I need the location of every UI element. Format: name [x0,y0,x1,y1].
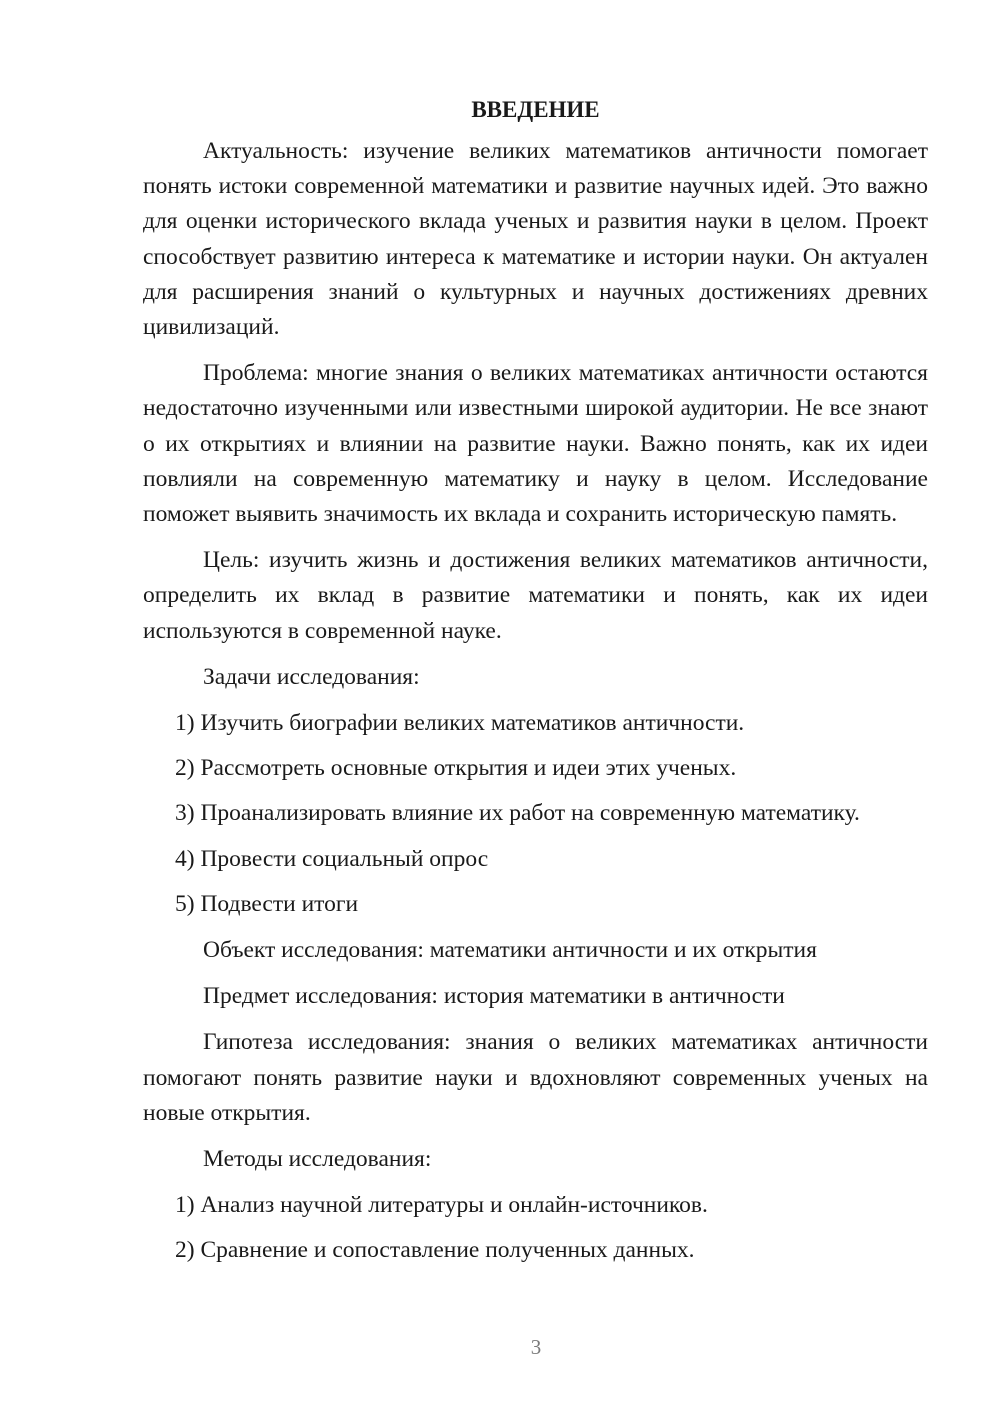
methods-list [143,1188,928,1268]
list-item: 5) Подвести итоги [175,890,359,917]
page-content [143,90,928,1280]
object-paragraph: Объект исследования: математики античности и их открытия [203,937,817,964]
tasks-title: Задачи исследования: [203,663,420,690]
hypothesis-paragraph: Гипотеза исследования: знания о великих математиках античности помогают понять развитие науки и вдохновляют современных ученых на новые открытия. [143,1029,928,1126]
list-item: 4) Провести социальный опрос [175,845,489,872]
page-number: 3 [530,1335,542,1359]
methods-title: Методы исследования: [203,1146,432,1173]
list-item: 1) Изучить биографии великих математиков античности. [175,710,745,737]
goal-paragraph: Цель: изучить жизнь и достижения великих математиков античности, определить их вклад в развитие математики и понять, как их идеи используются в современной науке. [143,547,928,644]
list-item: 2) Рассмотреть основные открытия и идеи этих ученых. [175,755,737,782]
subject-paragraph: Предмет исследования: история математики в античности [203,983,785,1010]
section-heading: ВВЕДЕНИЕ [471,97,600,122]
relevance-paragraph: Актуальность: изучение великих математиков античности помогает понять истоки современной математики и развитие научных идей. Это важно для оценки исторического вклада ученых и развития науки в целом. Проект способствует развитию интереса к математике и истории науки. Он актуален для расширения знаний о культурных и научных достижениях древних цивилизаций. [143,138,928,341]
problem-paragraph: Проблема: многие знания о великих математиках античности остаются недостаточно изученными или известными широкой аудитории. Не все знают о их открытиях и влиянии на развитие науки. Важно понять, как их идеи повлияли на современную математику и науку в целом. Исследование поможет выявить значимость их вклада и сохранить историческую память. [143,360,928,528]
list-item: 1) Анализ научной литературы и онлайн-источников. [175,1192,708,1219]
tasks-list [143,706,928,922]
list-item: 3) Проанализировать влияние их работ на современную математику. [175,800,860,827]
list-item: 2) Сравнение и сопоставление полученных данных. [175,1237,695,1264]
